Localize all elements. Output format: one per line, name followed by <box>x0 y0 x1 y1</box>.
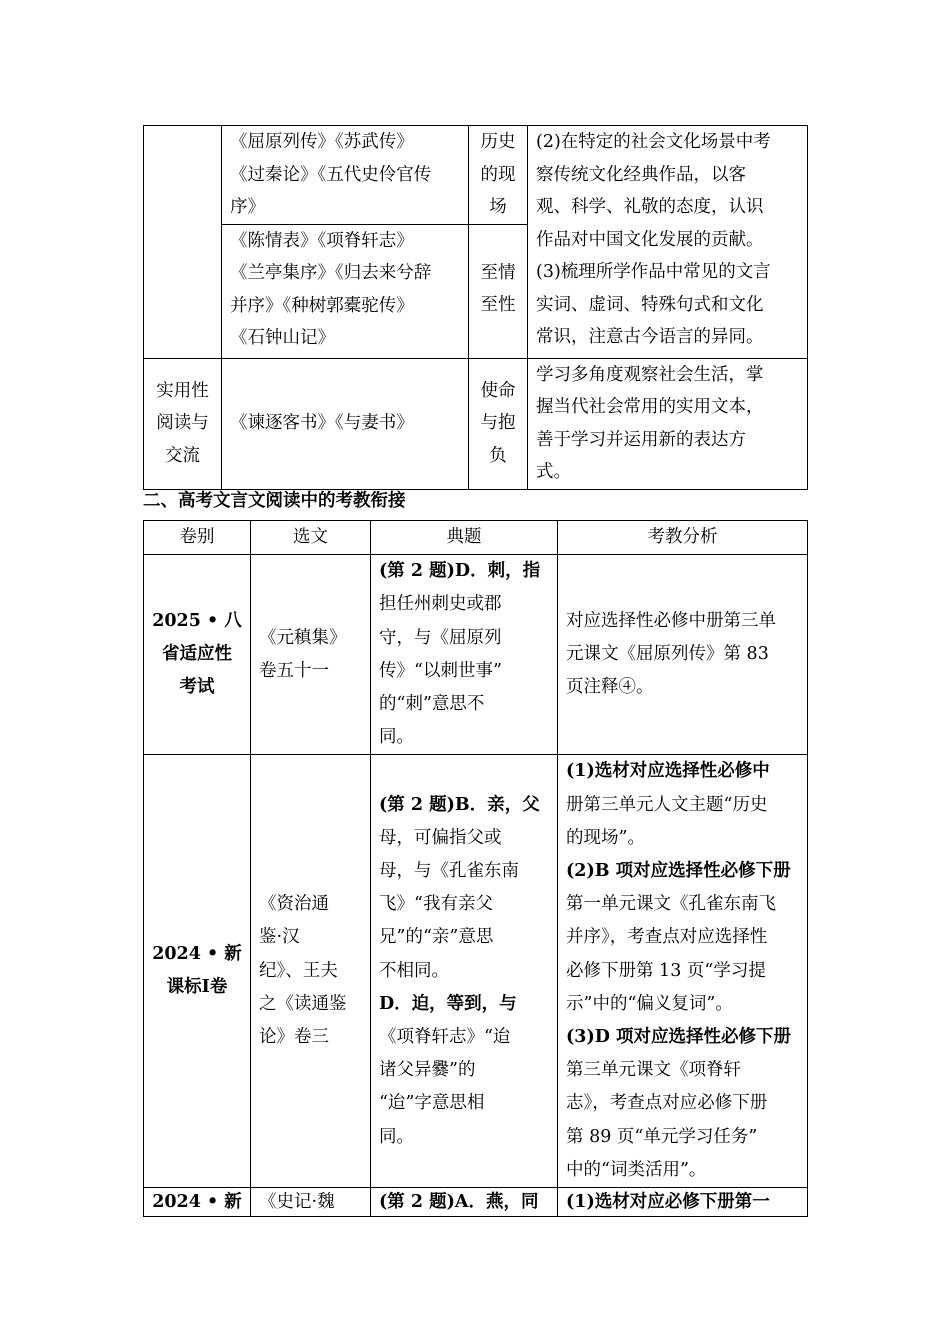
theme-line: 场 <box>489 197 507 217</box>
goal-line: 观、科学、礼敬的态度，认识 <box>536 197 764 217</box>
text-line: 论》卷三 <box>259 1027 329 1048</box>
paper-line: 考试 <box>179 677 215 698</box>
texts-cell <box>222 224 469 358</box>
theme-line: 负 <box>489 445 507 466</box>
analysis-line: 中的“词类活用”。 <box>566 1159 707 1180</box>
paper-line: 省适应性 <box>162 644 232 665</box>
question-line: 飞》“我有亲父 <box>379 894 493 915</box>
analysis-line: (1)选材对应选择性必修中 <box>566 761 770 782</box>
paper-line: 2025 • 八 <box>152 611 242 631</box>
text-line: 《屈原列传》《苏武传》 <box>230 132 414 152</box>
selected-text-cell: 《史记·魏 <box>251 1188 371 1217</box>
analysis-cell: (1)选材对应必修下册第一 <box>558 1188 808 1217</box>
paper-cell <box>144 755 251 1188</box>
goal-line: 察传统文化经典作品，以客 <box>536 164 746 185</box>
text-line: 《石钟山记》 <box>230 328 335 348</box>
analysis-line: 并序》，考查点对应选择性 <box>566 927 768 948</box>
goals-cell <box>528 358 808 489</box>
question-line: 母，可偏指父或 <box>379 827 502 848</box>
question-line: 同。 <box>379 727 414 748</box>
goal-line: 式。 <box>536 462 571 482</box>
theme-line: 至性 <box>480 295 516 315</box>
analysis-line: 页注释④。 <box>566 677 654 698</box>
text-line: 《过秦论》《五代史伶官传 <box>230 164 432 185</box>
text-line: 卷五十一 <box>259 660 329 681</box>
texts-cell <box>222 126 469 225</box>
text-line: 《兰亭集序》《归去来兮辞 <box>230 263 432 283</box>
question-line: 母，与《孔雀东南 <box>379 861 519 882</box>
question-line: 诸父异爨”的 <box>379 1060 476 1081</box>
goal-line: 善于学习并运用新的表达方 <box>536 429 746 450</box>
question-cell <box>371 555 558 755</box>
analysis-line: 第 89 页“单元学习任务” <box>566 1126 758 1147</box>
question-line: D．迫，等到，与 <box>379 993 517 1014</box>
analysis-cell <box>558 555 808 755</box>
exam-linkage-table <box>143 520 808 1217</box>
paper-cell <box>144 555 251 755</box>
theme-line: 至情 <box>480 262 516 283</box>
paper-line: 2024 • 新 <box>152 944 242 965</box>
question-line: 担任州刺史或郡 <box>379 594 502 615</box>
paper-cell: 2024 • 新 <box>144 1188 251 1217</box>
table-row <box>144 126 808 225</box>
question-line: (第 2 题)D．刺，指 <box>379 561 541 582</box>
task-group-cell <box>144 358 222 489</box>
analysis-line: 对应选择性必修中册第三单 <box>566 611 776 631</box>
column-header: 卷别 <box>144 521 251 555</box>
question-cell: (第 2 题)A．燕，同 <box>371 1188 558 1217</box>
analysis-line: 示”中的“偏义复词”。 <box>566 993 733 1014</box>
section-heading: 二、高考文言文阅读中的考教衔接 <box>143 491 406 511</box>
analysis-line: (2)B 项对应选择性必修下册 <box>566 861 791 882</box>
selected-text-cell <box>251 555 371 755</box>
question-line: 守，与《屈原列 <box>379 627 502 648</box>
analysis-cell <box>558 755 808 1188</box>
theme-line: 与抱 <box>480 413 516 434</box>
question-line: “迨”字意思相 <box>379 1093 485 1114</box>
theme-line: 的现 <box>480 164 516 185</box>
analysis-line: 册第三单元人文主题“历史 <box>566 794 768 815</box>
table-row <box>144 755 808 1188</box>
goal-line: (2)在特定的社会文化场景中考 <box>536 132 771 152</box>
question-line: 同。 <box>379 1126 414 1147</box>
theme-cell <box>469 126 528 225</box>
task-line: 交流 <box>165 445 200 466</box>
question-line: (第 2 题)B．亲，父 <box>379 794 540 815</box>
goal-line: 作品对中国文化发展的贡献。 <box>536 229 764 250</box>
goal-line: 学习多角度观察社会生活，掌 <box>536 364 764 385</box>
question-cell <box>371 755 558 1188</box>
table-row <box>144 358 808 489</box>
question-line: 不相同。 <box>379 960 449 981</box>
text-line: 并序》《种树郭橐驼传》 <box>230 295 414 316</box>
paper-line: 课标Ⅰ卷 <box>166 977 228 998</box>
text-line: 《资治通 <box>259 894 329 915</box>
theme-line: 历史 <box>480 132 516 152</box>
question-line: 传》“以刺世事” <box>379 660 502 681</box>
question-line: 《项脊轩志》“迨 <box>379 1027 511 1048</box>
table-row <box>144 555 808 755</box>
analysis-line: (3)D 项对应选择性必修下册 <box>566 1027 792 1048</box>
column-header: 考教分析 <box>558 521 808 555</box>
texts-cell: 《谏逐客书》《与妻书》 <box>222 358 469 489</box>
analysis-line: 元课文《屈原列传》第 83 <box>566 644 769 665</box>
task-group-cell <box>144 126 222 359</box>
goal-line: 实词、虚词、特殊句式和文化 <box>536 294 764 315</box>
table-row <box>144 1188 808 1217</box>
theme-line: 使命 <box>480 380 516 401</box>
analysis-line: 必修下册第 13 页“学习提 <box>566 960 766 981</box>
task-line: 实用性 <box>156 380 209 401</box>
goal-line: 握当代社会常用的实用文本， <box>536 397 764 417</box>
question-line: 的“刺”意思不 <box>379 694 485 715</box>
goal-line: (3)梳理所学作品中常见的文言 <box>536 262 771 282</box>
analysis-line: 第一单元课文《孔雀东南飞 <box>566 894 776 915</box>
text-line: 《元稹集》 <box>259 627 347 648</box>
text-line: 鉴·汉 <box>259 927 300 948</box>
text-line: 纪》、王夫 <box>259 960 338 981</box>
theme-cell <box>469 358 528 489</box>
analysis-line: 的现场”。 <box>566 827 645 848</box>
analysis-line: 志》，考查点对应必修下册 <box>566 1093 768 1114</box>
selected-text-cell <box>251 755 371 1188</box>
text-line: 序》 <box>230 197 265 217</box>
column-header: 选文 <box>251 521 371 555</box>
text-line: 之《读通鉴 <box>259 993 347 1014</box>
goals-cell <box>528 126 808 359</box>
theme-cell <box>469 224 528 358</box>
column-header: 典题 <box>371 521 558 555</box>
analysis-line: 第三单元课文《项脊轩 <box>566 1060 741 1081</box>
question-line: 兄”的“亲”意思 <box>379 927 494 948</box>
task-line: 阅读与 <box>156 413 209 434</box>
text-line: 《陈情表》《项脊轩志》 <box>230 230 414 251</box>
table-header-row <box>144 521 808 555</box>
goal-line: 常识，注意古今语言的异同。 <box>536 327 764 347</box>
curriculum-table <box>143 125 808 490</box>
